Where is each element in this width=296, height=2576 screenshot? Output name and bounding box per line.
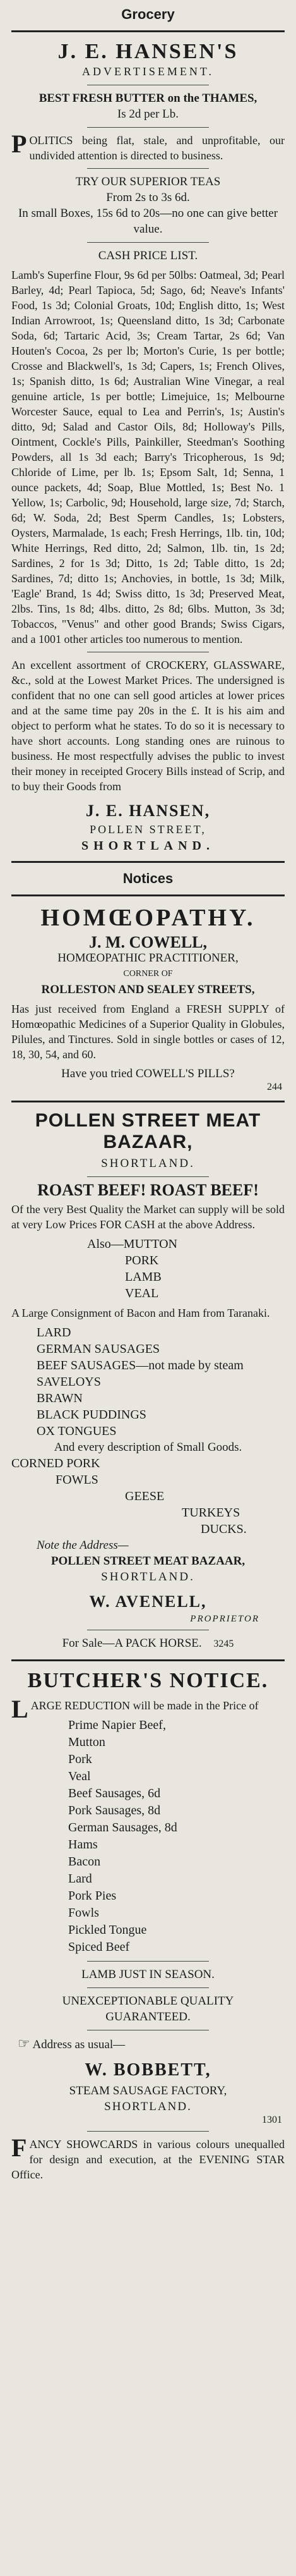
list-item: Pork xyxy=(68,1752,92,1766)
teas-heading: TRY OUR SUPERIOR TEAS xyxy=(75,175,221,188)
list-item: LAMB xyxy=(125,1270,162,1284)
divider xyxy=(11,894,285,896)
butcher-intro: LARGE REDUCTION will be made in the Price of xyxy=(11,1695,259,1723)
list-item: BEEF SAUSAGES—not made by steam xyxy=(37,1358,244,1372)
divider xyxy=(11,861,285,863)
list-item: Fowls xyxy=(68,1906,99,1920)
quality-line-2: GUARANTEED. xyxy=(105,2010,191,2024)
butcher-advertisement xyxy=(11,1669,285,2182)
hansen-street: POLLEN STREET, xyxy=(90,823,206,836)
bobbett-ref: 1301 xyxy=(262,2115,282,2125)
divider xyxy=(87,168,209,169)
pack-horse-ref: 3245 xyxy=(213,1639,234,1649)
cowell-corner: CORNER OF xyxy=(123,969,173,979)
goods-list xyxy=(11,1324,285,1439)
bobbett-factory: STEAM SAUSAGE FACTORY, xyxy=(69,2084,227,2097)
cash-price-list: Lamb's Superfine Flour, 9s 6d per 50lbs: Oatmeal, 3d; Pearl Barley, 4d; Pearl Tapioca, 5d; Sago, 6d; Neave's Infants' Food, 1s 3d; Colonial Groats, 10d; English ditto, 1s; West Indian Arrowroot, 1s; Queensland ditto, 1s 3d; Carbonate Soda, 6d; Tartaric Acid, 3s; Cream Tartar, 2s 6d; Van Houten's Cocoa, 2s per lb; Morton's Curie, 1s per bottle; Crosse and Blackwell's, 1s 3d; Capers, 1s; French Olives, 1s; Spanish ditto, 1s 6d; Australian Wine Vinegar, a real genuine article, 1s per bottle; Limejuice, 1s; Melbourne Worcester Sauce, equal to Lea and Perrin's, 1s; Austin's ditto, 9d; Salad and Castor Oils, 8d; Holloway's Pills, Ointment, Cockle's Pills, Painkiller, Steedman's Soothing Powders, all 1s 3d each; Barry's Tricopherous, 1s 9d; Chloride of Lime, per lb. 1s; Epsom Salt, 1d; Senna, 1 ounce packets, 4d; Soap, Blue Mottled, 1s; Best No. 1 Yellow, 1s; Carbolic, 9d; Household, large size, 7d; Starch, 6d; W. Soda, 2d; Best Sperm Candles, 1s; Lobsters, Oysters, Marmalade, 1s each; Fresh Herrings, 1lb. tin, 10d; White Herrings, Red ditto, 2d; Salmon, 1lb. tin, 1s 2d; Sardines, 2 for 1s 3d; Ditto, 1s 2d; Table ditto, 1s 2d; Sardines, 7d; ditto 1s; Anchovies, in bottle, 1s 3d; Milk, 'Eagle' Brand, 1s 4d; Swiss ditto, 1s 3d; Preserved Meat, 2lbs. Tins, 1s 8d; 4lbs. ditto, 2s 8d; 6lbs. Mutton, 3s 3d; Tobaccos, "Venus" and other good Brands; Swiss Cigars, and a 1001 other articles too numerous to mention. xyxy=(11,269,285,645)
cowell-role: HOMŒOPATHIC PRACTITIONER, xyxy=(57,951,239,965)
hansen-title: J. E. HANSEN'S xyxy=(57,40,239,63)
list-item: DUCKS. xyxy=(201,1522,247,1536)
pointing-hand-icon: ☞ xyxy=(18,2036,30,2051)
pack-horse-text: For Sale—A PACK HORSE. xyxy=(62,1637,202,1650)
lamb-season: LAMB JUST IN SEASON. xyxy=(81,1968,215,1981)
address-note-text: Address as usual— xyxy=(32,2038,126,2051)
pack-horse-sale xyxy=(11,1635,285,1652)
list-item: Also—MUTTON xyxy=(87,1237,177,1251)
divider xyxy=(11,30,285,32)
divider xyxy=(11,1101,285,1102)
list-item: Pickled Tongue xyxy=(68,1923,147,1937)
bobbett-town: SHORTLAND. xyxy=(104,2100,192,2113)
list-item: SAVELOYS xyxy=(37,1375,101,1389)
butter-price: Is 2d per Lb. xyxy=(117,107,179,121)
meat-body: Of the very Best Quality the Market can supply will be sold at very Low Prices FOR CASH at the above Address. xyxy=(11,1203,285,1231)
quality-line-1: UNEXCEPTIONABLE QUALITY xyxy=(62,1994,234,2008)
meat-bazaar-advertisement xyxy=(11,1110,285,1652)
cowell-pills: Have you tried COWELL'S PILLS? xyxy=(61,1067,235,1080)
roast-beef-heading: ROAST BEEF! ROAST BEEF! xyxy=(37,1181,259,1199)
list-item: GEESE xyxy=(125,1489,165,1503)
proprietor-name: W. AVENELL, xyxy=(89,1592,207,1611)
bobbett-name: W. BOBBETT, xyxy=(85,2060,211,2080)
divider xyxy=(87,2131,209,2132)
list-item: Pork Sausages, 8d xyxy=(68,1804,161,1817)
butcher-title: BUTCHER'S NOTICE. xyxy=(27,1669,269,1692)
poultry-list xyxy=(11,1455,285,1537)
meat-address-town: SHORTLAND. xyxy=(101,1570,195,1584)
note-address: Note the Address— xyxy=(37,1539,129,1552)
also-list xyxy=(11,1236,285,1302)
meat-address: POLLEN STREET MEAT BAZAAR, xyxy=(50,1554,246,1568)
list-item: BLACK PUDDINGS xyxy=(37,1408,146,1422)
crockery-paragraph: An excellent assortment of CROCKERY, GLASSWARE, &c., sold at the Lowest Market Prices. The undersigned is confident that no one can sell good articles at lower prices and at the same time pay 20s in the £. It is his aim and object to perform what he states. To do so it is necessary to have short accounts. Long standing ones are ruinous to business. He most respectfully advises the public to invest their money in receipted Grocery Bills instead of Scrip, and to buy their Goods from xyxy=(11,659,285,793)
list-item: Prime Napier Beef, xyxy=(68,1718,166,1732)
divider xyxy=(87,242,209,243)
cowell-ref: 244 xyxy=(267,1082,282,1092)
list-item: FOWLS xyxy=(56,1473,98,1487)
list-item: Spiced Beef xyxy=(68,1940,130,1954)
list-item: Bacon xyxy=(68,1855,101,1869)
list-item: CORNED PORK xyxy=(11,1456,100,1470)
list-item: Hams xyxy=(68,1838,98,1852)
list-item: LARD xyxy=(37,1326,71,1340)
homoeopathy-title: HOMŒOPATHY. xyxy=(40,905,256,931)
cowell-name: J. M. COWELL, xyxy=(88,933,208,951)
proprietor-label: PROPRIETOR xyxy=(190,1614,259,1624)
meat-bazaar-title: POLLEN STREET MEAT BAZAAR, xyxy=(35,1110,261,1152)
bacon-line: A Large Consignment of Bacon and Ham from Taranaki. xyxy=(11,1307,270,1319)
list-item: TURKEYS xyxy=(182,1506,240,1520)
list-item: PORK xyxy=(125,1254,159,1267)
cash-price-heading: CASH PRICE LIST. xyxy=(98,249,198,262)
divider xyxy=(11,1659,285,1661)
teas-price: From 2s to 3s 6d. xyxy=(106,191,190,204)
hansen-town: SHORTLAND. xyxy=(81,839,215,853)
showcards-notice: FANCY SHOWCARDS in various colours unequalled for design and execution, at the EVENING STAR Office. xyxy=(11,2133,285,2181)
list-item: VEAL xyxy=(125,1286,159,1300)
section-heading-grocery: Grocery xyxy=(121,6,175,22)
list-item: Mutton xyxy=(68,1735,105,1749)
butter-line: BEST FRESH BUTTER on the THAMES, xyxy=(38,92,258,105)
list-item: German Sausages, 8d xyxy=(68,1821,177,1834)
cowell-body: Has just received from England a FRESH SUPPLY of Homœopathic Medicines of a Superior Quality in Globules, Pilules, and Tinctures. Sold in single bottles or cases of 12, 18, 30, 54, and 60. xyxy=(11,1003,285,1061)
cowell-address: ROLLESTON AND SEALEY STREETS, xyxy=(41,983,255,996)
hansen-signature: J. E. HANSEN, xyxy=(85,802,211,820)
small-goods-line: And every description of Small Goods. xyxy=(54,1441,242,1454)
divider xyxy=(87,127,209,128)
address-note xyxy=(11,2036,285,2053)
divider xyxy=(87,1987,209,1988)
cowell-advertisement xyxy=(11,904,285,1093)
list-item: Pork Pies xyxy=(68,1889,117,1903)
list-item: Beef Sausages, 6d xyxy=(68,1786,161,1800)
hansen-subtitle: ADVERTISEMENT. xyxy=(81,65,215,78)
teas-boxes: In small Boxes, 15s 6d to 20s—no one can give better value. xyxy=(18,207,278,236)
politics-paragraph: POLITICS being flat, stale, and unprofitable, our undivided attention is directed to business. xyxy=(11,130,285,162)
list-item: Lard xyxy=(68,1872,92,1886)
meat-bazaar-town: SHORTLAND. xyxy=(101,1157,195,1170)
divider xyxy=(87,1961,209,1962)
list-item: OX TONGUES xyxy=(37,1424,117,1438)
divider xyxy=(87,1176,209,1177)
section-heading-notices: Notices xyxy=(122,870,174,886)
hansen-advertisement xyxy=(11,40,285,853)
list-item: Veal xyxy=(68,1769,91,1783)
butcher-items xyxy=(11,1717,285,1956)
list-item: BRAWN xyxy=(37,1391,83,1405)
list-item: GERMAN SAUSAGES xyxy=(37,1342,160,1356)
